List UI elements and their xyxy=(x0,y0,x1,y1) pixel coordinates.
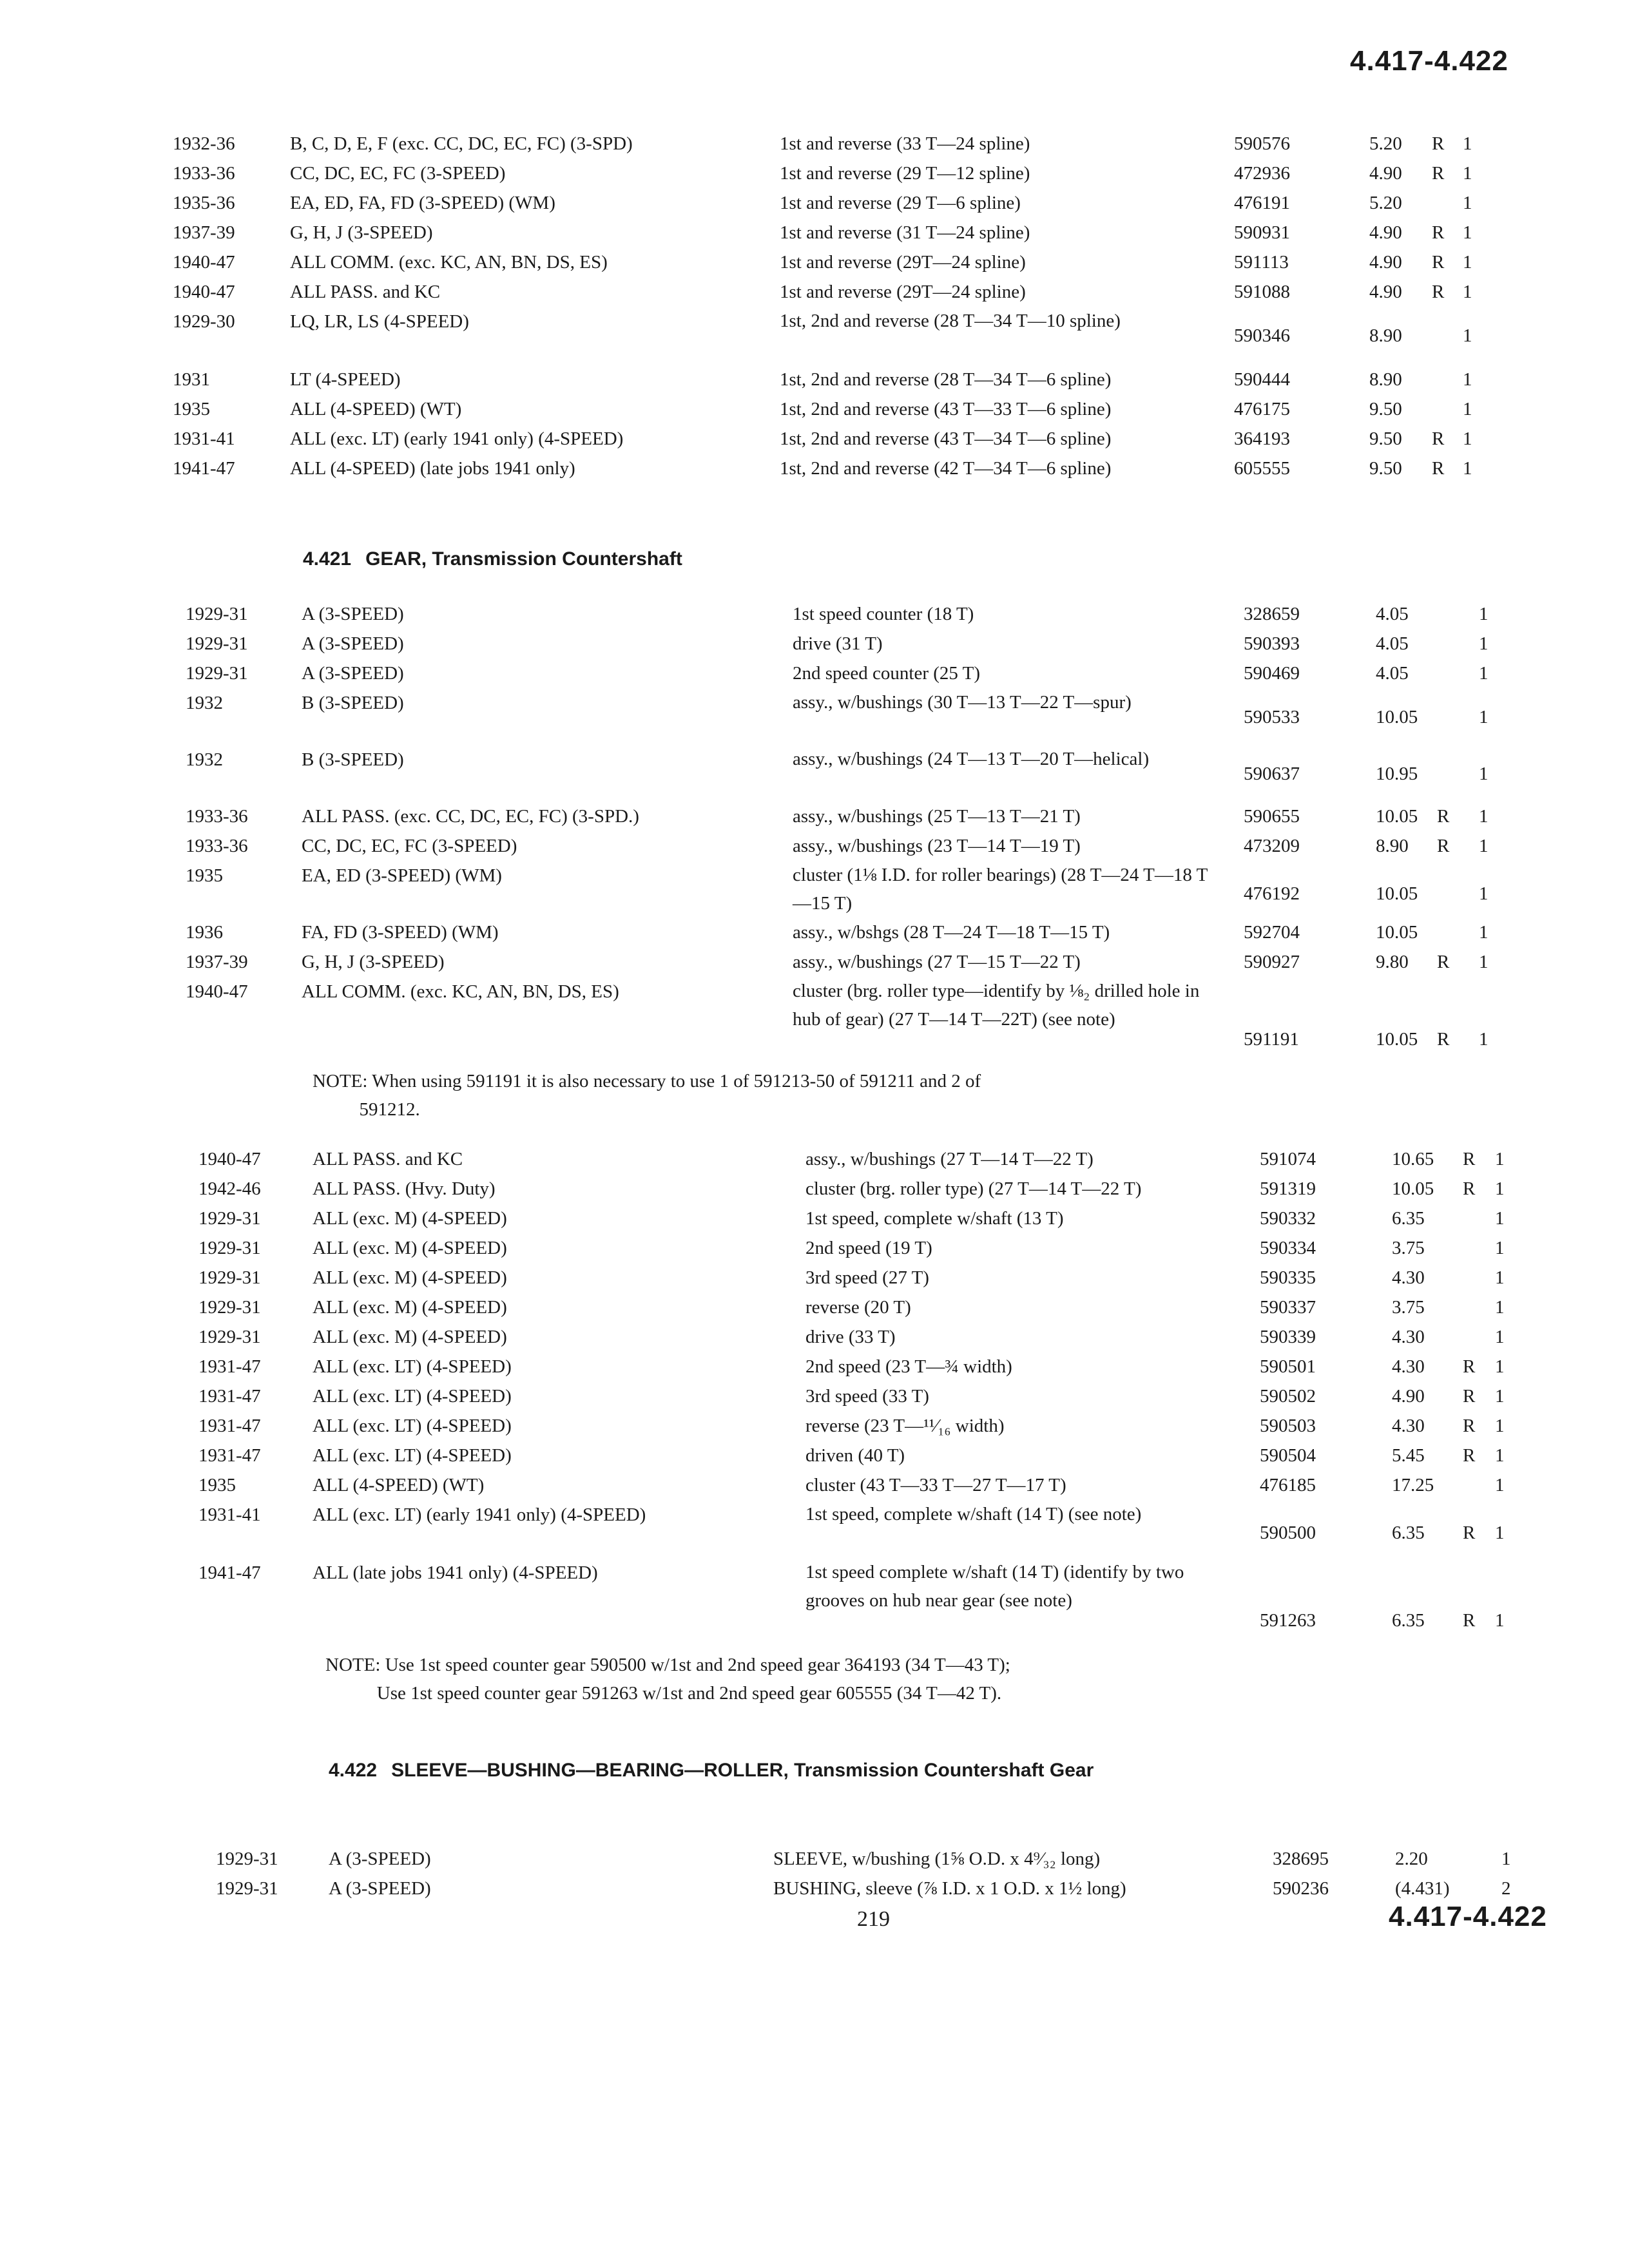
description-cell: 2nd speed counter (25 T) xyxy=(793,663,980,684)
model-cell: ALL COMM. (exc. KC, AN, BN, DS, ES) xyxy=(290,252,608,273)
year-cell: 1929-31 xyxy=(216,1878,278,1899)
model-cell: EA, ED, FA, FD (3-SPEED) (WM) xyxy=(290,193,555,213)
year-cell: 1929-31 xyxy=(216,1849,278,1869)
part-number-cell: 476175 xyxy=(1234,399,1290,419)
year-cell: 1940-47 xyxy=(198,1149,261,1169)
part-number-cell: 590500 xyxy=(1260,1523,1316,1543)
year-cell: 1932-36 xyxy=(173,133,235,154)
model-cell: ALL (exc. LT) (4-SPEED) xyxy=(313,1386,512,1407)
flag-cell: R xyxy=(1432,163,1445,184)
description-cell: 1st speed counter (18 T) xyxy=(793,604,974,624)
model-cell: ALL (4-SPEED) (WT) xyxy=(313,1475,485,1495)
price-cell: 9.50 xyxy=(1369,458,1402,479)
flag-cell: R xyxy=(1437,952,1450,972)
description-cell: 1st, 2nd and reverse (28 T—34 T—6 spline) xyxy=(780,369,1112,390)
year-cell: 1931 xyxy=(173,369,210,390)
quantity-cell: 1 xyxy=(1479,707,1489,727)
model-cell: ALL (exc. M) (4-SPEED) xyxy=(313,1267,507,1288)
note-591191: NOTE: When using 591191 it is also necessary to use 1 of 591213-50 of 591211 and 2 of 591212. xyxy=(313,1071,981,1120)
model-cell: LQ, LR, LS (4-SPEED) xyxy=(290,311,469,332)
price-cell: 9.80 xyxy=(1376,952,1409,972)
part-number-cell: 472936 xyxy=(1234,163,1290,184)
quantity-cell: 1 xyxy=(1495,1178,1505,1199)
part-number-cell: 590334 xyxy=(1260,1238,1316,1258)
part-number-cell: 591263 xyxy=(1260,1610,1316,1631)
part-number-cell: 590339 xyxy=(1260,1327,1316,1347)
year-cell: 1933-36 xyxy=(173,163,235,184)
part-number-cell: 590637 xyxy=(1244,764,1300,784)
part-number-cell: 590346 xyxy=(1234,325,1290,346)
model-cell: ALL PASS. and KC xyxy=(290,282,441,302)
quantity-cell: 1 xyxy=(1495,1327,1505,1347)
model-cell: ALL (4-SPEED) (late jobs 1941 only) xyxy=(290,458,575,479)
quantity-cell: 1 xyxy=(1479,764,1489,784)
year-cell: 1933-36 xyxy=(186,836,248,856)
price-cell: 10.95 xyxy=(1376,764,1418,784)
part-number-cell: 364193 xyxy=(1234,428,1290,449)
price-cell: 5.20 xyxy=(1369,133,1402,154)
year-cell: 1937-39 xyxy=(173,222,235,243)
part-number-cell: 591113 xyxy=(1234,252,1289,273)
price-cell: 4.30 xyxy=(1392,1267,1425,1288)
quantity-cell: 1 xyxy=(1463,193,1472,213)
quantity-cell: 1 xyxy=(1479,836,1489,856)
description-cell: 1st, 2nd and reverse (28 T—34 T—10 spline) xyxy=(780,311,1121,331)
model-cell: ALL (exc. LT) (4-SPEED) xyxy=(313,1445,512,1466)
year-cell: 1932 xyxy=(186,693,223,713)
description-cell: cluster (brg. roller type—identify by ⅛₂ drilled hole in hub of gear) (27 T—14 T—22T) (see note) xyxy=(793,981,1200,1030)
quantity-cell: 2 xyxy=(1501,1878,1511,1899)
price-cell: 4.90 xyxy=(1369,282,1402,302)
price-cell: 4.90 xyxy=(1369,163,1402,184)
price-cell: 4.90 xyxy=(1369,222,1402,243)
quantity-cell: 1 xyxy=(1495,1475,1505,1495)
description-cell: 1st and reverse (29T—24 spline) xyxy=(780,252,1026,273)
year-cell: 1929-31 xyxy=(198,1238,261,1258)
description-cell: 1st, 2nd and reverse (43 T—33 T—6 spline) xyxy=(780,399,1112,419)
part-number-cell: 591088 xyxy=(1234,282,1290,302)
model-cell: ALL (exc. LT) (early 1941 only) (4-SPEED) xyxy=(313,1504,646,1525)
price-cell: 10.05 xyxy=(1376,806,1418,827)
price-cell: 4.90 xyxy=(1392,1386,1425,1407)
year-cell: 1931-41 xyxy=(173,428,235,449)
part-number-cell: 590502 xyxy=(1260,1386,1316,1407)
price-cell: 8.90 xyxy=(1369,369,1402,390)
price-cell: 6.35 xyxy=(1392,1208,1425,1229)
description-cell: 3rd speed (27 T) xyxy=(805,1267,929,1288)
quantity-cell: 1 xyxy=(1463,282,1472,302)
part-number-cell: 590337 xyxy=(1260,1297,1316,1318)
model-cell: CC, DC, EC, FC (3-SPEED) xyxy=(290,163,506,184)
part-number-cell: 473209 xyxy=(1244,836,1300,856)
quantity-cell: 1 xyxy=(1463,222,1472,243)
part-number-cell: 590444 xyxy=(1234,369,1290,390)
quantity-cell: 1 xyxy=(1495,1610,1505,1631)
page-number: 219 xyxy=(857,1907,890,1931)
model-cell: ALL COMM. (exc. KC, AN, BN, DS, ES) xyxy=(302,981,619,1002)
quantity-cell: 1 xyxy=(1479,806,1489,827)
part-number-cell: 328659 xyxy=(1244,604,1300,624)
year-cell: 1941-47 xyxy=(198,1562,261,1583)
description-cell: 1st and reverse (31 T—24 spline) xyxy=(780,222,1030,243)
model-cell: B (3-SPEED) xyxy=(302,749,404,770)
part-number-cell: 590927 xyxy=(1244,952,1300,972)
flag-cell: R xyxy=(1463,1178,1476,1199)
price-cell: 10.05 xyxy=(1376,1029,1418,1050)
quantity-cell: 1 xyxy=(1479,883,1489,904)
page-header-code: 4.417-4.422 xyxy=(1350,45,1509,77)
quantity-cell: 1 xyxy=(1479,922,1489,943)
model-cell: LT (4-SPEED) xyxy=(290,369,401,390)
part-number-cell: 590332 xyxy=(1260,1208,1316,1229)
year-cell: 1929-31 xyxy=(198,1208,261,1229)
quantity-cell: 1 xyxy=(1495,1238,1505,1258)
model-cell: ALL (exc. LT) (4-SPEED) xyxy=(313,1416,512,1436)
flag-cell: R xyxy=(1432,282,1445,302)
description-cell: assy., w/bushings (27 T—15 T—22 T) xyxy=(793,952,1081,972)
model-cell: B (3-SPEED) xyxy=(302,693,404,713)
part-number-cell: 590503 xyxy=(1260,1416,1316,1436)
description-cell: 1st speed, complete w/shaft (13 T) xyxy=(805,1208,1064,1229)
description-cell: cluster (43 T—33 T—27 T—17 T) xyxy=(805,1475,1066,1495)
quantity-cell: 1 xyxy=(1495,1149,1505,1169)
description-cell: assy., w/bushings (30 T—13 T—22 T—spur) xyxy=(793,692,1132,713)
price-cell: 3.75 xyxy=(1392,1297,1425,1318)
quantity-cell: 1 xyxy=(1463,428,1472,449)
description-cell: 1st, 2nd and reverse (43 T—34 T—6 spline) xyxy=(780,428,1112,449)
part-number-cell: 476185 xyxy=(1260,1475,1316,1495)
year-cell: 1932 xyxy=(186,749,223,770)
description-cell: assy., w/bushings (25 T—13 T—21 T) xyxy=(793,806,1081,827)
year-cell: 1940-47 xyxy=(173,252,235,273)
part-number-cell: 328695 xyxy=(1273,1849,1329,1869)
quantity-cell: 1 xyxy=(1495,1297,1505,1318)
quantity-cell: 1 xyxy=(1495,1267,1505,1288)
description-cell: BUSHING, sleeve (⅞ I.D. x 1 O.D. x 1½ long) xyxy=(773,1878,1126,1899)
flag-cell: R xyxy=(1437,806,1450,827)
part-number-cell: 590504 xyxy=(1260,1445,1316,1466)
part-number-cell: 590335 xyxy=(1260,1267,1316,1288)
model-cell: ALL PASS. (Hvy. Duty) xyxy=(313,1178,496,1199)
model-cell: ALL (late jobs 1941 only) (4-SPEED) xyxy=(313,1562,598,1583)
note-first-speed-counter: NOTE: Use 1st speed counter gear 590500 w/1st and 2nd speed gear 364193 (34 T—43 T); Use 1st speed counter gear 591263 w/1st and 2nd speed gear 605555 (34 T—42 T). xyxy=(325,1655,1010,1704)
price-cell: 4.05 xyxy=(1376,633,1409,654)
model-cell: ALL PASS. and KC xyxy=(313,1149,463,1169)
year-cell: 1929-31 xyxy=(198,1327,261,1347)
section-heading-4-421 xyxy=(303,545,682,573)
model-cell: A (3-SPEED) xyxy=(302,663,404,684)
year-cell: 1929-31 xyxy=(186,663,248,684)
year-cell: 1931-41 xyxy=(198,1504,261,1525)
year-cell: 1933-36 xyxy=(186,806,248,827)
section-title: SLEEVE—BUSHING—BEARING—ROLLER, Transmission Countershaft Gear xyxy=(391,1760,1094,1781)
part-number-cell: 590236 xyxy=(1273,1878,1329,1899)
model-cell: A (3-SPEED) xyxy=(329,1878,431,1899)
price-cell: 6.35 xyxy=(1392,1610,1425,1631)
description-cell: reverse (20 T) xyxy=(805,1297,911,1318)
price-cell: (4.431) xyxy=(1395,1878,1450,1899)
model-cell: EA, ED (3-SPEED) (WM) xyxy=(302,865,502,886)
year-cell: 1935 xyxy=(198,1475,236,1495)
year-cell: 1931-47 xyxy=(198,1356,261,1377)
model-cell: ALL (exc. M) (4-SPEED) xyxy=(313,1327,507,1347)
part-number-cell: 476191 xyxy=(1234,193,1290,213)
model-cell: G, H, J (3-SPEED) xyxy=(302,952,445,972)
model-cell: ALL (exc. LT) (early 1941 only) (4-SPEED) xyxy=(290,428,624,449)
quantity-cell: 1 xyxy=(1479,1029,1489,1050)
flag-cell: R xyxy=(1463,1445,1476,1466)
flag-cell: R xyxy=(1437,1029,1450,1050)
part-number-cell: 590501 xyxy=(1260,1356,1316,1377)
section-title: GEAR, Transmission Countershaft xyxy=(365,548,682,570)
model-cell: ALL (4-SPEED) (WT) xyxy=(290,399,462,419)
price-cell: 10.05 xyxy=(1376,883,1418,904)
year-cell: 1931-47 xyxy=(198,1445,261,1466)
year-cell: 1937-39 xyxy=(186,952,248,972)
price-cell: 4.30 xyxy=(1392,1356,1425,1377)
year-cell: 1942-46 xyxy=(198,1178,261,1199)
model-cell: ALL (exc. M) (4-SPEED) xyxy=(313,1238,507,1258)
description-cell: 1st and reverse (29T—24 spline) xyxy=(780,282,1026,302)
description-cell: 2nd speed (23 T—¾ width) xyxy=(805,1356,1012,1377)
part-number-cell: 591191 xyxy=(1244,1029,1299,1050)
quantity-cell: 1 xyxy=(1495,1208,1505,1229)
model-cell: ALL (exc. M) (4-SPEED) xyxy=(313,1208,507,1229)
year-cell: 1929-31 xyxy=(198,1297,261,1318)
part-number-cell: 590576 xyxy=(1234,133,1290,154)
price-cell: 8.90 xyxy=(1376,836,1409,856)
section-number: 4.422 xyxy=(329,1760,378,1781)
quantity-cell: 1 xyxy=(1495,1356,1505,1377)
price-cell: 4.90 xyxy=(1369,252,1402,273)
price-cell: 10.05 xyxy=(1376,922,1418,943)
flag-cell: R xyxy=(1463,1523,1476,1543)
quantity-cell: 1 xyxy=(1463,325,1472,346)
quantity-cell: 1 xyxy=(1463,163,1472,184)
model-cell: A (3-SPEED) xyxy=(302,633,404,654)
year-cell: 1935 xyxy=(173,399,210,419)
year-cell: 1941-47 xyxy=(173,458,235,479)
year-cell: 1940-47 xyxy=(186,981,248,1002)
model-cell: ALL (exc. M) (4-SPEED) xyxy=(313,1297,507,1318)
section-heading-4-422 xyxy=(329,1756,1295,1785)
model-cell: G, H, J (3-SPEED) xyxy=(290,222,433,243)
description-cell: assy., w/bushings (23 T—14 T—19 T) xyxy=(793,836,1081,856)
page-footer-code: 4.417-4.422 xyxy=(1389,1901,1547,1932)
price-cell: 3.75 xyxy=(1392,1238,1425,1258)
price-cell: 10.05 xyxy=(1392,1178,1434,1199)
description-cell: 1st speed, complete w/shaft (14 T) (see note) xyxy=(805,1504,1142,1524)
price-cell: 5.20 xyxy=(1369,193,1402,213)
model-cell: B, C, D, E, F (exc. CC, DC, EC, FC) (3-SPD) xyxy=(290,133,633,154)
quantity-cell: 1 xyxy=(1495,1416,1505,1436)
price-cell: 2.20 xyxy=(1395,1849,1428,1869)
year-cell: 1929-31 xyxy=(186,633,248,654)
description-cell: reverse (23 T—¹¹⁄₁₆ width) xyxy=(805,1416,1005,1436)
model-cell: FA, FD (3-SPEED) (WM) xyxy=(302,922,499,943)
quantity-cell: 1 xyxy=(1495,1386,1505,1407)
flag-cell: R xyxy=(1463,1149,1476,1169)
quantity-cell: 1 xyxy=(1495,1523,1505,1543)
flag-cell: R xyxy=(1463,1356,1476,1377)
description-cell: driven (40 T) xyxy=(805,1445,905,1466)
quantity-cell: 1 xyxy=(1479,952,1489,972)
part-number-cell: 590393 xyxy=(1244,633,1300,654)
quantity-cell: 1 xyxy=(1501,1849,1511,1869)
part-number-cell: 476192 xyxy=(1244,883,1300,904)
quantity-cell: 1 xyxy=(1463,399,1472,419)
description-cell: assy., w/bushings (24 T—13 T—20 T—helical) xyxy=(793,749,1150,769)
model-cell: ALL (exc. LT) (4-SPEED) xyxy=(313,1356,512,1377)
year-cell: 1936 xyxy=(186,922,223,943)
price-cell: 4.05 xyxy=(1376,604,1409,624)
flag-cell: R xyxy=(1432,428,1445,449)
model-cell: ALL PASS. (exc. CC, DC, EC, FC) (3-SPD.) xyxy=(302,806,639,827)
description-cell: cluster (1⅛ I.D. for roller bearings) (28 T—24 T—18 T—15 T) xyxy=(793,865,1208,914)
year-cell: 1929-31 xyxy=(198,1267,261,1288)
flag-cell: R xyxy=(1463,1386,1476,1407)
price-cell: 5.45 xyxy=(1392,1445,1425,1466)
price-cell: 10.05 xyxy=(1376,707,1418,727)
quantity-cell: 1 xyxy=(1463,133,1472,154)
quantity-cell: 1 xyxy=(1479,633,1489,654)
quantity-cell: 1 xyxy=(1463,252,1472,273)
quantity-cell: 1 xyxy=(1463,458,1472,479)
price-cell: 17.25 xyxy=(1392,1475,1434,1495)
year-cell: 1940-47 xyxy=(173,282,235,302)
description-cell: 1st speed complete w/shaft (14 T) (identify by two grooves on hub near gear (see note) xyxy=(805,1562,1184,1611)
price-cell: 4.30 xyxy=(1392,1327,1425,1347)
price-cell: 9.50 xyxy=(1369,428,1402,449)
price-cell: 8.90 xyxy=(1369,325,1402,346)
part-number-cell: 592704 xyxy=(1244,922,1300,943)
description-cell: 1st and reverse (33 T—24 spline) xyxy=(780,133,1030,154)
flag-cell: R xyxy=(1432,458,1445,479)
part-number-cell: 590469 xyxy=(1244,663,1300,684)
year-cell: 1931-47 xyxy=(198,1386,261,1407)
year-cell: 1931-47 xyxy=(198,1416,261,1436)
description-cell: assy., w/bshgs (28 T—24 T—18 T—15 T) xyxy=(793,922,1110,943)
price-cell: 6.35 xyxy=(1392,1523,1425,1543)
description-cell: 1st and reverse (29 T—12 spline) xyxy=(780,163,1030,184)
quantity-cell: 1 xyxy=(1479,663,1489,684)
part-number-cell: 590931 xyxy=(1234,222,1290,243)
description-cell: 3rd speed (33 T) xyxy=(805,1386,929,1407)
year-cell: 1935 xyxy=(186,865,223,886)
flag-cell: R xyxy=(1432,252,1445,273)
part-number-cell: 590655 xyxy=(1244,806,1300,827)
description-cell: assy., w/bushings (27 T—14 T—22 T) xyxy=(805,1149,1094,1169)
price-cell: 9.50 xyxy=(1369,399,1402,419)
price-cell: 4.30 xyxy=(1392,1416,1425,1436)
description-cell: SLEEVE, w/bushing (1⅝ O.D. x 4⁹⁄₃₂ long) xyxy=(773,1849,1101,1869)
flag-cell: R xyxy=(1463,1416,1476,1436)
year-cell: 1929-31 xyxy=(186,604,248,624)
description-cell: 1st, 2nd and reverse (42 T—34 T—6 spline) xyxy=(780,458,1112,479)
description-cell: drive (31 T) xyxy=(793,633,883,654)
price-cell: 10.65 xyxy=(1392,1149,1434,1169)
flag-cell: R xyxy=(1463,1610,1476,1631)
section-number: 4.421 xyxy=(303,548,352,570)
model-cell: A (3-SPEED) xyxy=(302,604,404,624)
year-cell: 1929-30 xyxy=(173,311,235,332)
description-cell: 1st and reverse (29 T—6 spline) xyxy=(780,193,1021,213)
quantity-cell: 1 xyxy=(1479,604,1489,624)
description-cell: drive (33 T) xyxy=(805,1327,896,1347)
flag-cell: R xyxy=(1432,222,1445,243)
description-cell: cluster (brg. roller type) (27 T—14 T—22 T) xyxy=(805,1178,1142,1199)
quantity-cell: 1 xyxy=(1495,1445,1505,1466)
part-number-cell: 590533 xyxy=(1244,707,1300,727)
flag-cell: R xyxy=(1432,133,1445,154)
description-cell: 2nd speed (19 T) xyxy=(805,1238,932,1258)
price-cell: 4.05 xyxy=(1376,663,1409,684)
part-number-cell: 605555 xyxy=(1234,458,1290,479)
year-cell: 1935-36 xyxy=(173,193,235,213)
model-cell: A (3-SPEED) xyxy=(329,1849,431,1869)
flag-cell: R xyxy=(1437,836,1450,856)
model-cell: CC, DC, EC, FC (3-SPEED) xyxy=(302,836,517,856)
quantity-cell: 1 xyxy=(1463,369,1472,390)
part-number-cell: 591319 xyxy=(1260,1178,1316,1199)
part-number-cell: 591074 xyxy=(1260,1149,1316,1169)
